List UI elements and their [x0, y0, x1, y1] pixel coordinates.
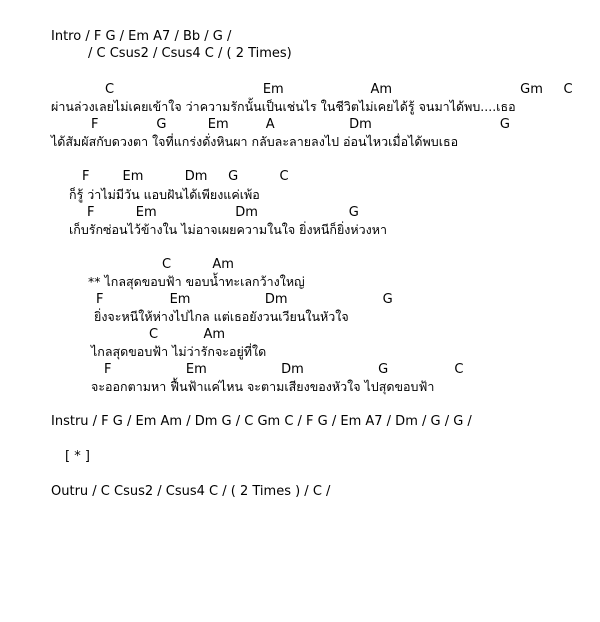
verse2-chords-1: F Em Dm G C [82, 169, 289, 184]
verse2-lyric-1: ก็รู้ ว่าไม่มีวัน แอบฝันได้เพียงแค่เพ้อ [69, 187, 260, 202]
intro-line-1: Intro / F G / Em A7 / Bb / G / [51, 29, 232, 44]
outro-line: Outru / C Csus2 / Csus4 C / ( 2 Times ) / C / [51, 484, 331, 499]
verse2-chords-2: F Em Dm G [87, 205, 359, 220]
chorus-lyric-4: จะออกตามหา ฟื้นฟ้าแค่ไหน จะตามเสียงของหัวใจ ไปสุดขอบฟ้า [91, 379, 435, 394]
chorus-chords-4: F Em Dm G C [104, 362, 464, 377]
instrumental-line: Instru / F G / Em Am / Dm G / C Gm C / F G / Em A7 / Dm / G / G / [51, 414, 472, 429]
chorus-chords-2: F Em Dm G [96, 292, 393, 307]
chorus-lyric-1: ** ไกลสุดขอบฟ้า ขอบน้ำทะเลกว้างใหญ่ [88, 274, 305, 289]
chorus-chords-3: C Am [149, 327, 226, 342]
chorus-chords-1: C Am [162, 257, 234, 272]
verse1-chords-1: C Em Am Gm C [105, 82, 573, 97]
verse1-chords-2: F G Em A Dm G [91, 117, 510, 132]
repeat-marker: [ * ] [65, 449, 90, 464]
verse1-lyric-2: ได้สัมผัสกับดวงตา ใจที่แกร่งดั่งหินผา กลับละลายลงไป อ่อนไหวเมื่อได้พบเธอ [51, 134, 459, 149]
verse2-lyric-2: เก็บรักซ่อนไว้ข้างใน ไม่อาจเผยความในใจ ยิ่งหนีก็ยิ่งห่วงหา [69, 222, 388, 237]
intro-line-2: / C Csus2 / Csus4 C / ( 2 Times) [88, 46, 292, 61]
chorus-lyric-2: ยิ่งจะหนีให้ห่างไปไกล แต่เธอยังวนเวียนในหัวใจ [94, 309, 349, 324]
verse1-lyric-1: ผ่านล่วงเลยไม่เคยเข้าใจ ว่าความรักนั้นเป็นเช่นไร ในชีวิตไม่เคยได้รู้ จนมาได้พบ....เธอ [51, 99, 516, 114]
chorus-lyric-3: ไกลสุดขอบฟ้า ไม่ว่ารักจะอยู่ที่ใด [91, 344, 267, 359]
